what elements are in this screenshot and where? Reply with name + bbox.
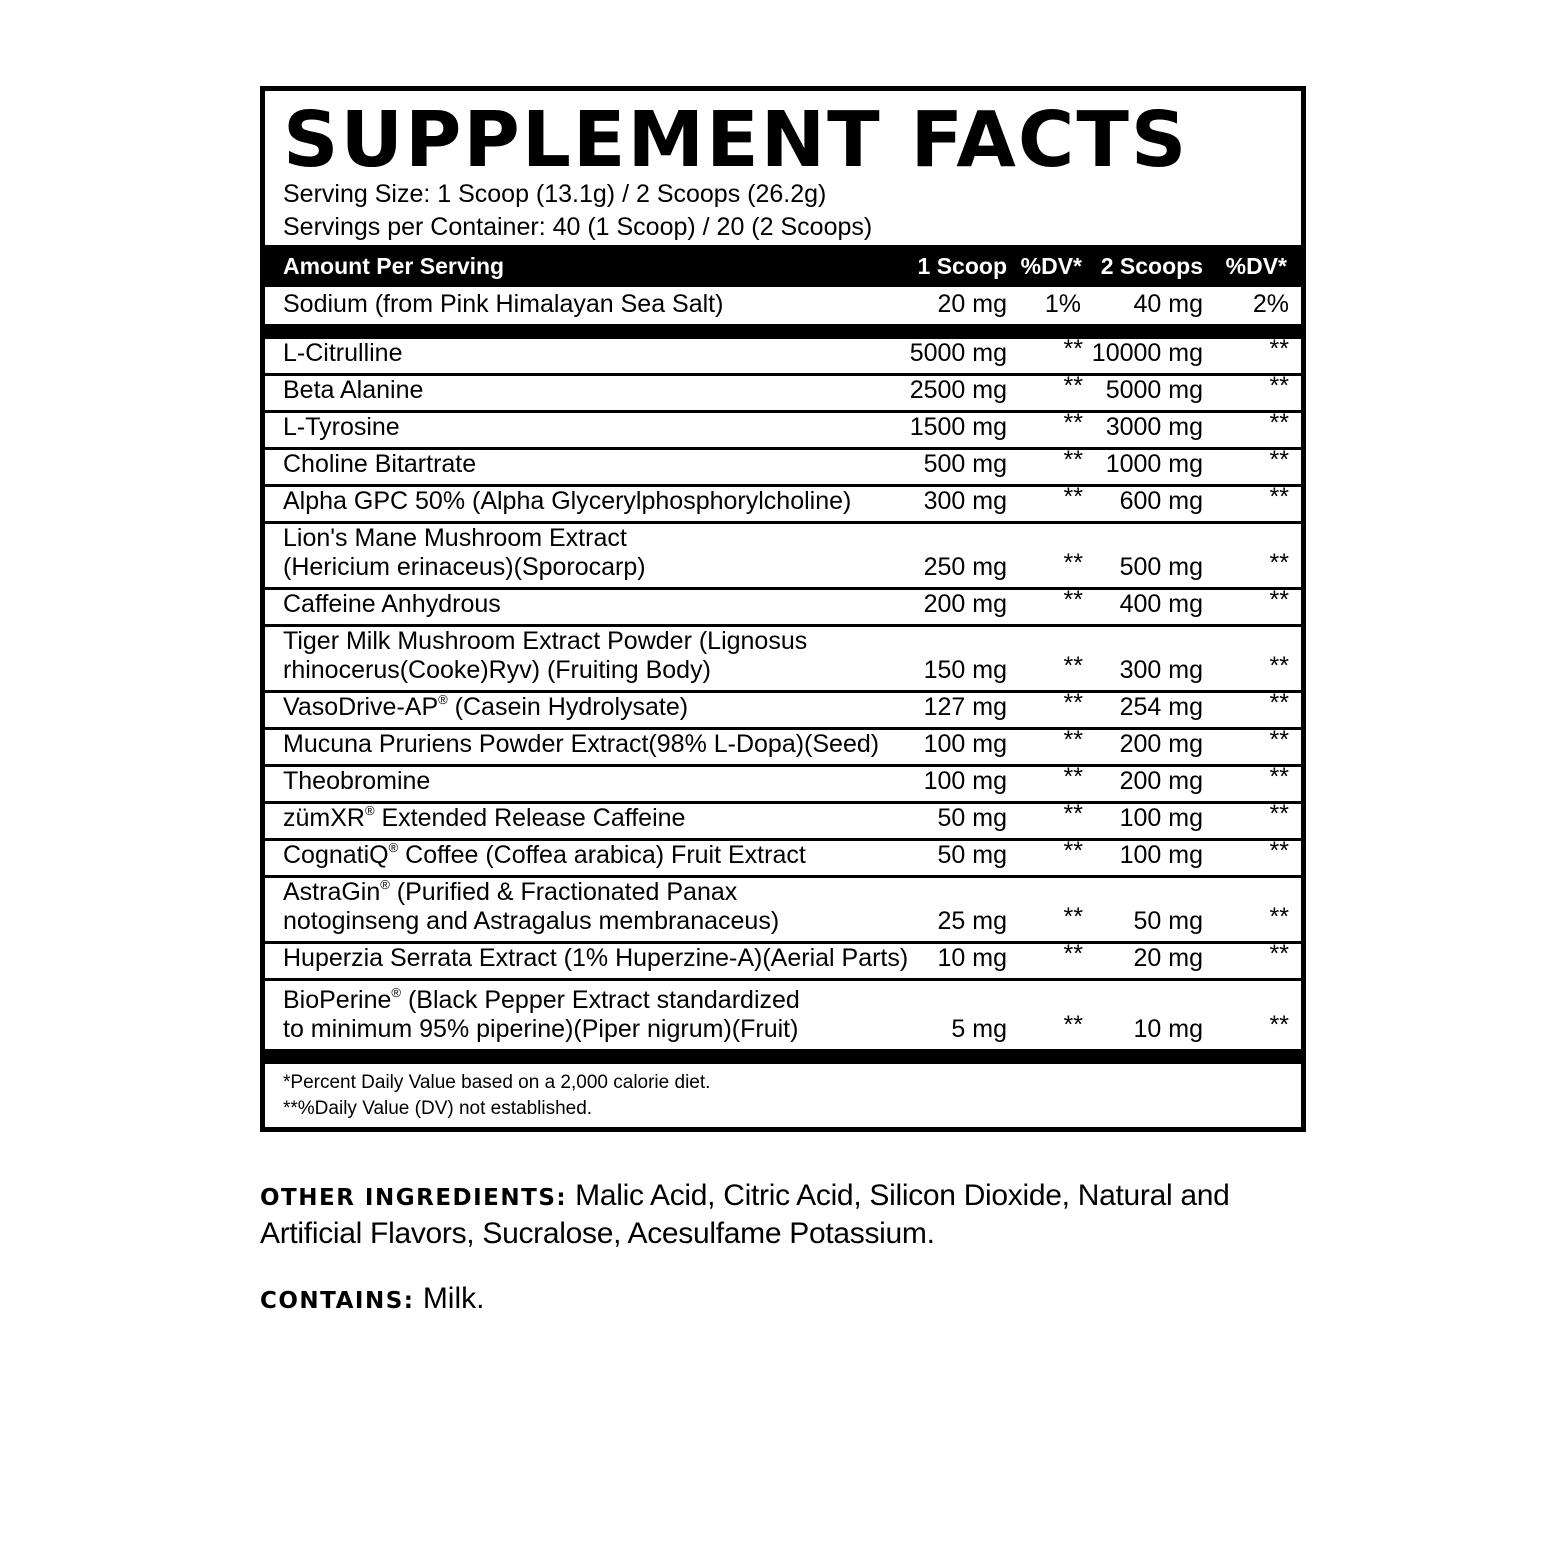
ingredient-amount-2-scoops: 10000 mg [1091,339,1203,367]
ingredient-dv-1: ** [1063,335,1083,363]
ingredient-amount-1-scoop: 10 mg [937,944,1007,972]
ingredient-amount-1-scoop: 127 mg [923,693,1007,721]
ingredient-dv-1: ** [1063,800,1083,828]
ingredient-amount-1-scoop: 25 mg [937,907,1007,935]
ingredient-dv-1: ** [1063,586,1083,614]
ingredient-dv-2: ** [1269,409,1289,437]
ingredient-amount-1-scoop: 50 mg [937,804,1007,832]
ingredient-row [265,940,1301,978]
sodium-dv-1: 1% [1044,290,1081,318]
ingredient-name: Theobromine [283,767,431,795]
ingredient-dv-1: ** [1063,549,1083,577]
other-ingredients-label: OTHER INGREDIENTS: [260,1185,568,1211]
ingredient-dv-1: ** [1063,652,1083,680]
ingredient-row [265,689,1301,727]
footnote-dv: *Percent Daily Value based on a 2,000 calorie diet. [283,1072,711,1093]
ingredient-name: Beta Alanine [283,376,424,404]
ingredient-dv-1: ** [1063,903,1083,931]
ingredient-amount-2-scoops: 5000 mg [1105,376,1203,404]
ingredient-amount-1-scoop: 150 mg [923,656,1007,684]
ingredient-amount-1-scoop: 300 mg [923,487,1007,515]
panel-title: SUPPLEMENT FACTS [283,96,1189,185]
ingredient-dv-1: ** [1063,763,1083,791]
ingredient-row [265,483,1301,521]
ingredient-row [265,409,1301,447]
ingredient-row [265,763,1301,801]
ingredient-amount-2-scoops: 300 mg [1119,656,1203,684]
ingredient-dv-2: ** [1269,940,1289,968]
ingredient-name: Mucuna Pruriens Powder Extract(98% L-Dopa)(Seed) [283,730,880,758]
other-ingredients [260,1178,1270,1252]
ingredient-amount-1-scoop: 5 mg [951,1015,1007,1043]
ingredient-name: L-Citrulline [283,339,403,367]
ingredient-row [265,524,1301,587]
ingredient-amount-1-scoop: 5000 mg [909,339,1007,367]
ingredient-row [265,446,1301,484]
ingredient-dv-2: ** [1269,837,1289,865]
ingredient-amount-1-scoop: 200 mg [923,590,1007,618]
ingredient-row [265,627,1301,690]
ingredient-dv-2: ** [1269,446,1289,474]
ingredient-row [265,586,1301,624]
ingredient-dv-1: ** [1063,940,1083,968]
ingredient-dv-2: ** [1269,652,1289,680]
sodium-row [265,287,1301,324]
ingredient-dv-2: ** [1269,903,1289,931]
ingredient-amount-1-scoop: 1500 mg [909,413,1007,441]
ingredient-dv-1: ** [1063,837,1083,865]
ingredient-name: L-Tyrosine [283,413,400,441]
ingredient-row [265,878,1301,941]
ingredient-dv-2: ** [1269,800,1289,828]
ingredient-amount-2-scoops: 1000 mg [1105,450,1203,478]
ingredient-name: Tiger Milk Mushroom Extract Powder (Lignosus rhinocerus(Cooke)Ryv) (Fruiting Body) [283,627,808,684]
ingredient-name: VasoDrive-AP® (Casein Hydrolysate) [283,692,689,721]
ingredient-amount-2-scoops: 20 mg [1133,944,1203,972]
ingredient-dv-1: ** [1063,726,1083,754]
ingredient-amount-1-scoop: 100 mg [923,730,1007,758]
ingredient-amount-2-scoops: 100 mg [1119,804,1203,832]
ingredient-amount-2-scoops: 254 mg [1119,693,1203,721]
ingredient-dv-2: ** [1269,335,1289,363]
ingredient-row [265,837,1301,875]
ingredient-dv-1: ** [1063,372,1083,400]
ingredient-row [265,981,1301,1049]
header-amount-per-serving: Amount Per Serving [283,253,505,279]
other-ingredients-text: Malic Acid, Citric Acid, Silicon Dioxide, Natural and Artificial Flavors, Sucralose, Acesulfame Potassium. [260,1179,1230,1250]
sodium-1-scoop: 20 mg [937,290,1007,318]
ingredient-name: Choline Bitartrate [283,450,477,478]
ingredient-amount-2-scoops: 3000 mg [1105,413,1203,441]
sodium-name: Sodium (from Pink Himalayan Sea Salt) [283,290,724,318]
ingredient-amount-1-scoop: 100 mg [923,767,1007,795]
ingredient-dv-2: ** [1269,726,1289,754]
header-2-scoops: 2 Scoops [1100,253,1203,279]
ingredient-name: Huperzia Serrata Extract (1% Huperzine-A)(Aerial Parts) [283,944,909,972]
ingredient-amount-2-scoops: 50 mg [1133,907,1203,935]
header-dv-2: %DV* [1225,253,1287,279]
sodium-2-scoops: 40 mg [1133,290,1203,318]
ingredient-dv-2: ** [1269,586,1289,614]
ingredient-dv-2: ** [1269,689,1289,717]
ingredient-row [265,800,1301,838]
ingredient-dv-1: ** [1063,446,1083,474]
servings-per-container: Servings per Container: 40 (1 Scoop) / 20 (2 Scoops) [283,213,873,241]
header-dv-1: %DV* [1020,253,1082,279]
footnote-not-established: **%Daily Value (DV) not established. [283,1098,593,1119]
sodium-dv-2: 2% [1252,290,1289,318]
ingredient-name: CognatiQ® Coffee (Coffea arabica) Fruit Extract [283,840,806,869]
ingredient-amount-2-scoops: 10 mg [1133,1015,1203,1043]
ingredient-dv-1: ** [1063,689,1083,717]
thick-divider-bottom [265,1049,1301,1064]
supplement-facts-panel [260,86,1306,1132]
ingredient-dv-2: ** [1269,549,1289,577]
column-header-bar [265,245,1301,287]
allergen-contains [260,1281,484,1319]
ingredient-name: Alpha GPC 50% (Alpha Glycerylphosphorylcholine) [283,487,852,515]
ingredient-row [265,335,1301,373]
ingredient-dv-1: ** [1063,483,1083,511]
ingredient-dv-2: ** [1269,483,1289,511]
contains-text: Milk. [422,1282,485,1315]
header-1-scoop: 1 Scoop [917,253,1007,279]
serving-size: Serving Size: 1 Scoop (13.1g) / 2 Scoops (26.2g) [283,180,827,208]
contains-label: CONTAINS: [260,1288,415,1314]
ingredient-name: zümXR® Extended Release Caffeine [283,803,686,832]
ingredient-dv-2: ** [1269,372,1289,400]
ingredient-amount-1-scoop: 500 mg [923,450,1007,478]
ingredient-amount-2-scoops: 200 mg [1119,767,1203,795]
ingredient-row [265,726,1301,764]
ingredient-amount-2-scoops: 200 mg [1119,730,1203,758]
ingredient-row [265,372,1301,410]
ingredient-dv-2: ** [1269,1011,1289,1039]
ingredient-name: Caffeine Anhydrous [283,590,501,618]
ingredient-dv-2: ** [1269,763,1289,791]
ingredient-dv-1: ** [1063,1011,1083,1039]
ingredient-amount-2-scoops: 100 mg [1119,841,1203,869]
ingredient-name: AstraGin® (Purified & Fractionated Panax notoginseng and Astragalus membranaceus) [283,877,780,935]
ingredient-amount-2-scoops: 500 mg [1119,553,1203,581]
ingredient-dv-1: ** [1063,409,1083,437]
ingredient-amount-1-scoop: 250 mg [923,553,1007,581]
ingredient-amount-1-scoop: 50 mg [937,841,1007,869]
ingredient-name: Lion's Mane Mushroom Extract (Hericium erinaceus)(Sporocarp) [283,524,646,581]
ingredient-name: BioPerine® (Black Pepper Extract standardized to minimum 95% piperine)(Piper nigrum)(Fruit) [283,985,800,1043]
ingredient-amount-2-scoops: 600 mg [1119,487,1203,515]
ingredient-amount-1-scoop: 2500 mg [909,376,1007,404]
thick-divider-top [265,324,1301,339]
ingredient-amount-2-scoops: 400 mg [1119,590,1203,618]
